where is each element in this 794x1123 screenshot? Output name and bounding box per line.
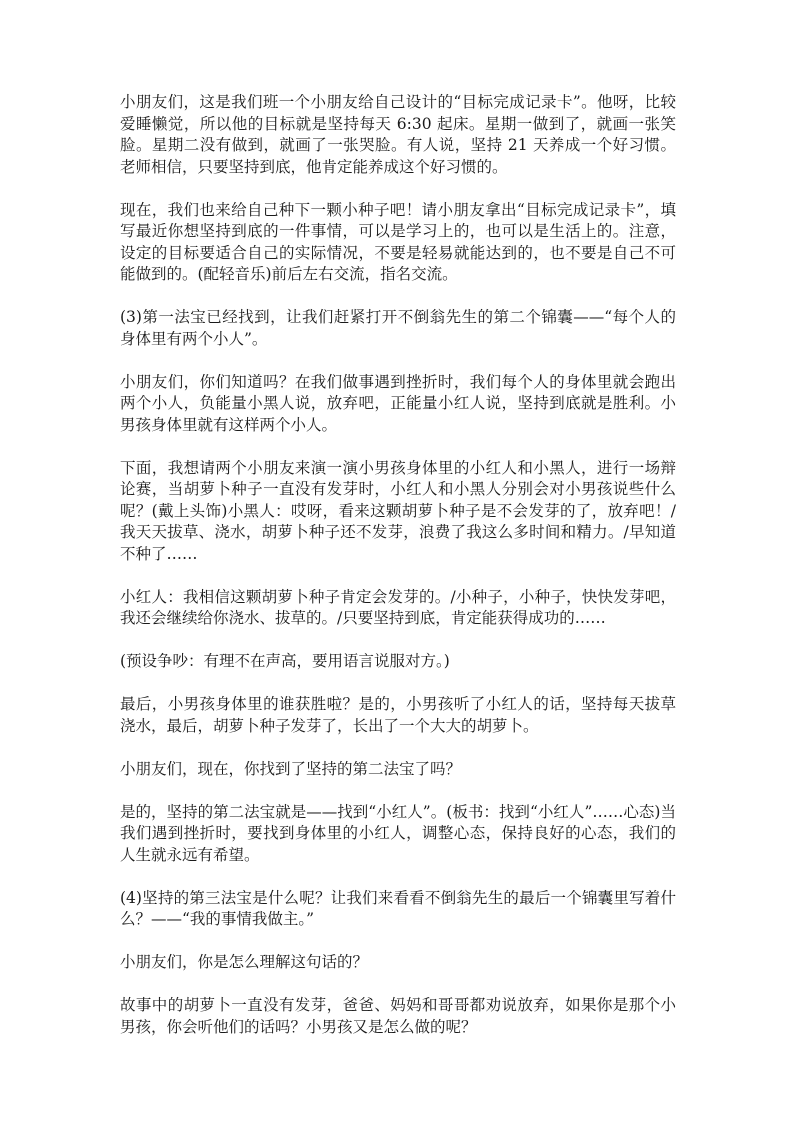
paragraph: 小红人：我相信这颗胡萝卜种子肯定会发芽的。/小种子，小种子，快快发芽吧，我还会继续给你浇水、拔草的。/只要坚持到底，肯定能获得成功的…… (120, 587, 676, 627)
paragraph: 小朋友们，这是我们班一个小朋友给自己设计的“目标完成记录卡”。他呀，比较爱睡懒觉，所以他的目标就是坚持每天 6:30 起床。星期一做到了，就画一张笑脸。星期二没有做到，就画了一张哭脸。有人说，坚持 21 天养成一个好习惯。老师相信，只要坚持到底，他肯定能养成这个好习惯的。 (120, 93, 676, 176)
paragraph: 现在，我们也来给自己种下一颗小种子吧！请小朋友拿出“目标完成记录卡”，填写最近你想坚持到底的一件事情，可以是学习上的，也可以是生活上的。注意，设定的目标要适合自己的实际情况，不要是轻易就能达到的，也不要是自己不可能做到的。(配轻音乐)前后左右交流，指名交流。 (120, 200, 676, 283)
paragraph: 小朋友们，现在，你找到了坚持的第二法宝了吗？ (120, 759, 462, 778)
paragraph: 是的，坚持的第二法宝就是——找到“小红人”。(板书：找到“小红人”……心态)当我们遇到挫折时，要找到身体里的小红人，调整心态，保持良好的心态，我们的人生就永远有希望。 (120, 802, 676, 864)
paragraph: 小朋友们，你们知道吗？在我们做事遇到挫折时，我们每个人的身体里就会跑出两个小人，负能量小黑人说，放弃吧，正能量小红人说，坚持到底就是胜利。小男孩身体里就有这样两个小人。 (120, 372, 676, 434)
paragraph: 下面，我想请两个小朋友来演一演小男孩身体里的小红人和小黑人，进行一场辩论赛，当胡萝卜种子一直没有发芽时，小红人和小黑人分别会对小男孩说些什么呢？(戴上头饰)小黑人：哎呀，看来这颗胡萝卜种子是不会发芽的了，放弃吧！/我天天拔草、浇水，胡萝卜种子还不发芽，浪费了我这么多时间和精力。/早知道不种了…… (120, 458, 676, 563)
paragraph: (3)第一法宝已经找到，让我们赶紧打开不倒翁先生的第二个锦囊——“每个人的身体里有两个小人”。 (120, 308, 676, 348)
paragraph: (4)坚持的第三法宝是什么呢？让我们来看看不倒翁先生的最后一个锦囊里写着什么？——“我的事情我做主。” (120, 888, 676, 928)
paragraph: 故事中的胡萝卜一直没有发芽，爸爸、妈妈和哥哥都劝说放弃，如果你是那个小男孩，你会听他们的话吗？小男孩又是怎么做的呢？ (120, 996, 676, 1036)
paragraph: (预设争吵：有理不在声高，要用语言说服对方。) (120, 652, 450, 670)
paragraph: 小朋友们，你是怎么理解这句话的？ (120, 953, 369, 971)
paragraph: 最后，小男孩身体里的谁获胜啦？是的，小男孩听了小红人的话，坚持每天拔草浇水，最后，胡萝卜种子发芽了，长出了一个大大的胡萝卜。 (120, 695, 676, 735)
document-body (120, 92, 676, 1060)
